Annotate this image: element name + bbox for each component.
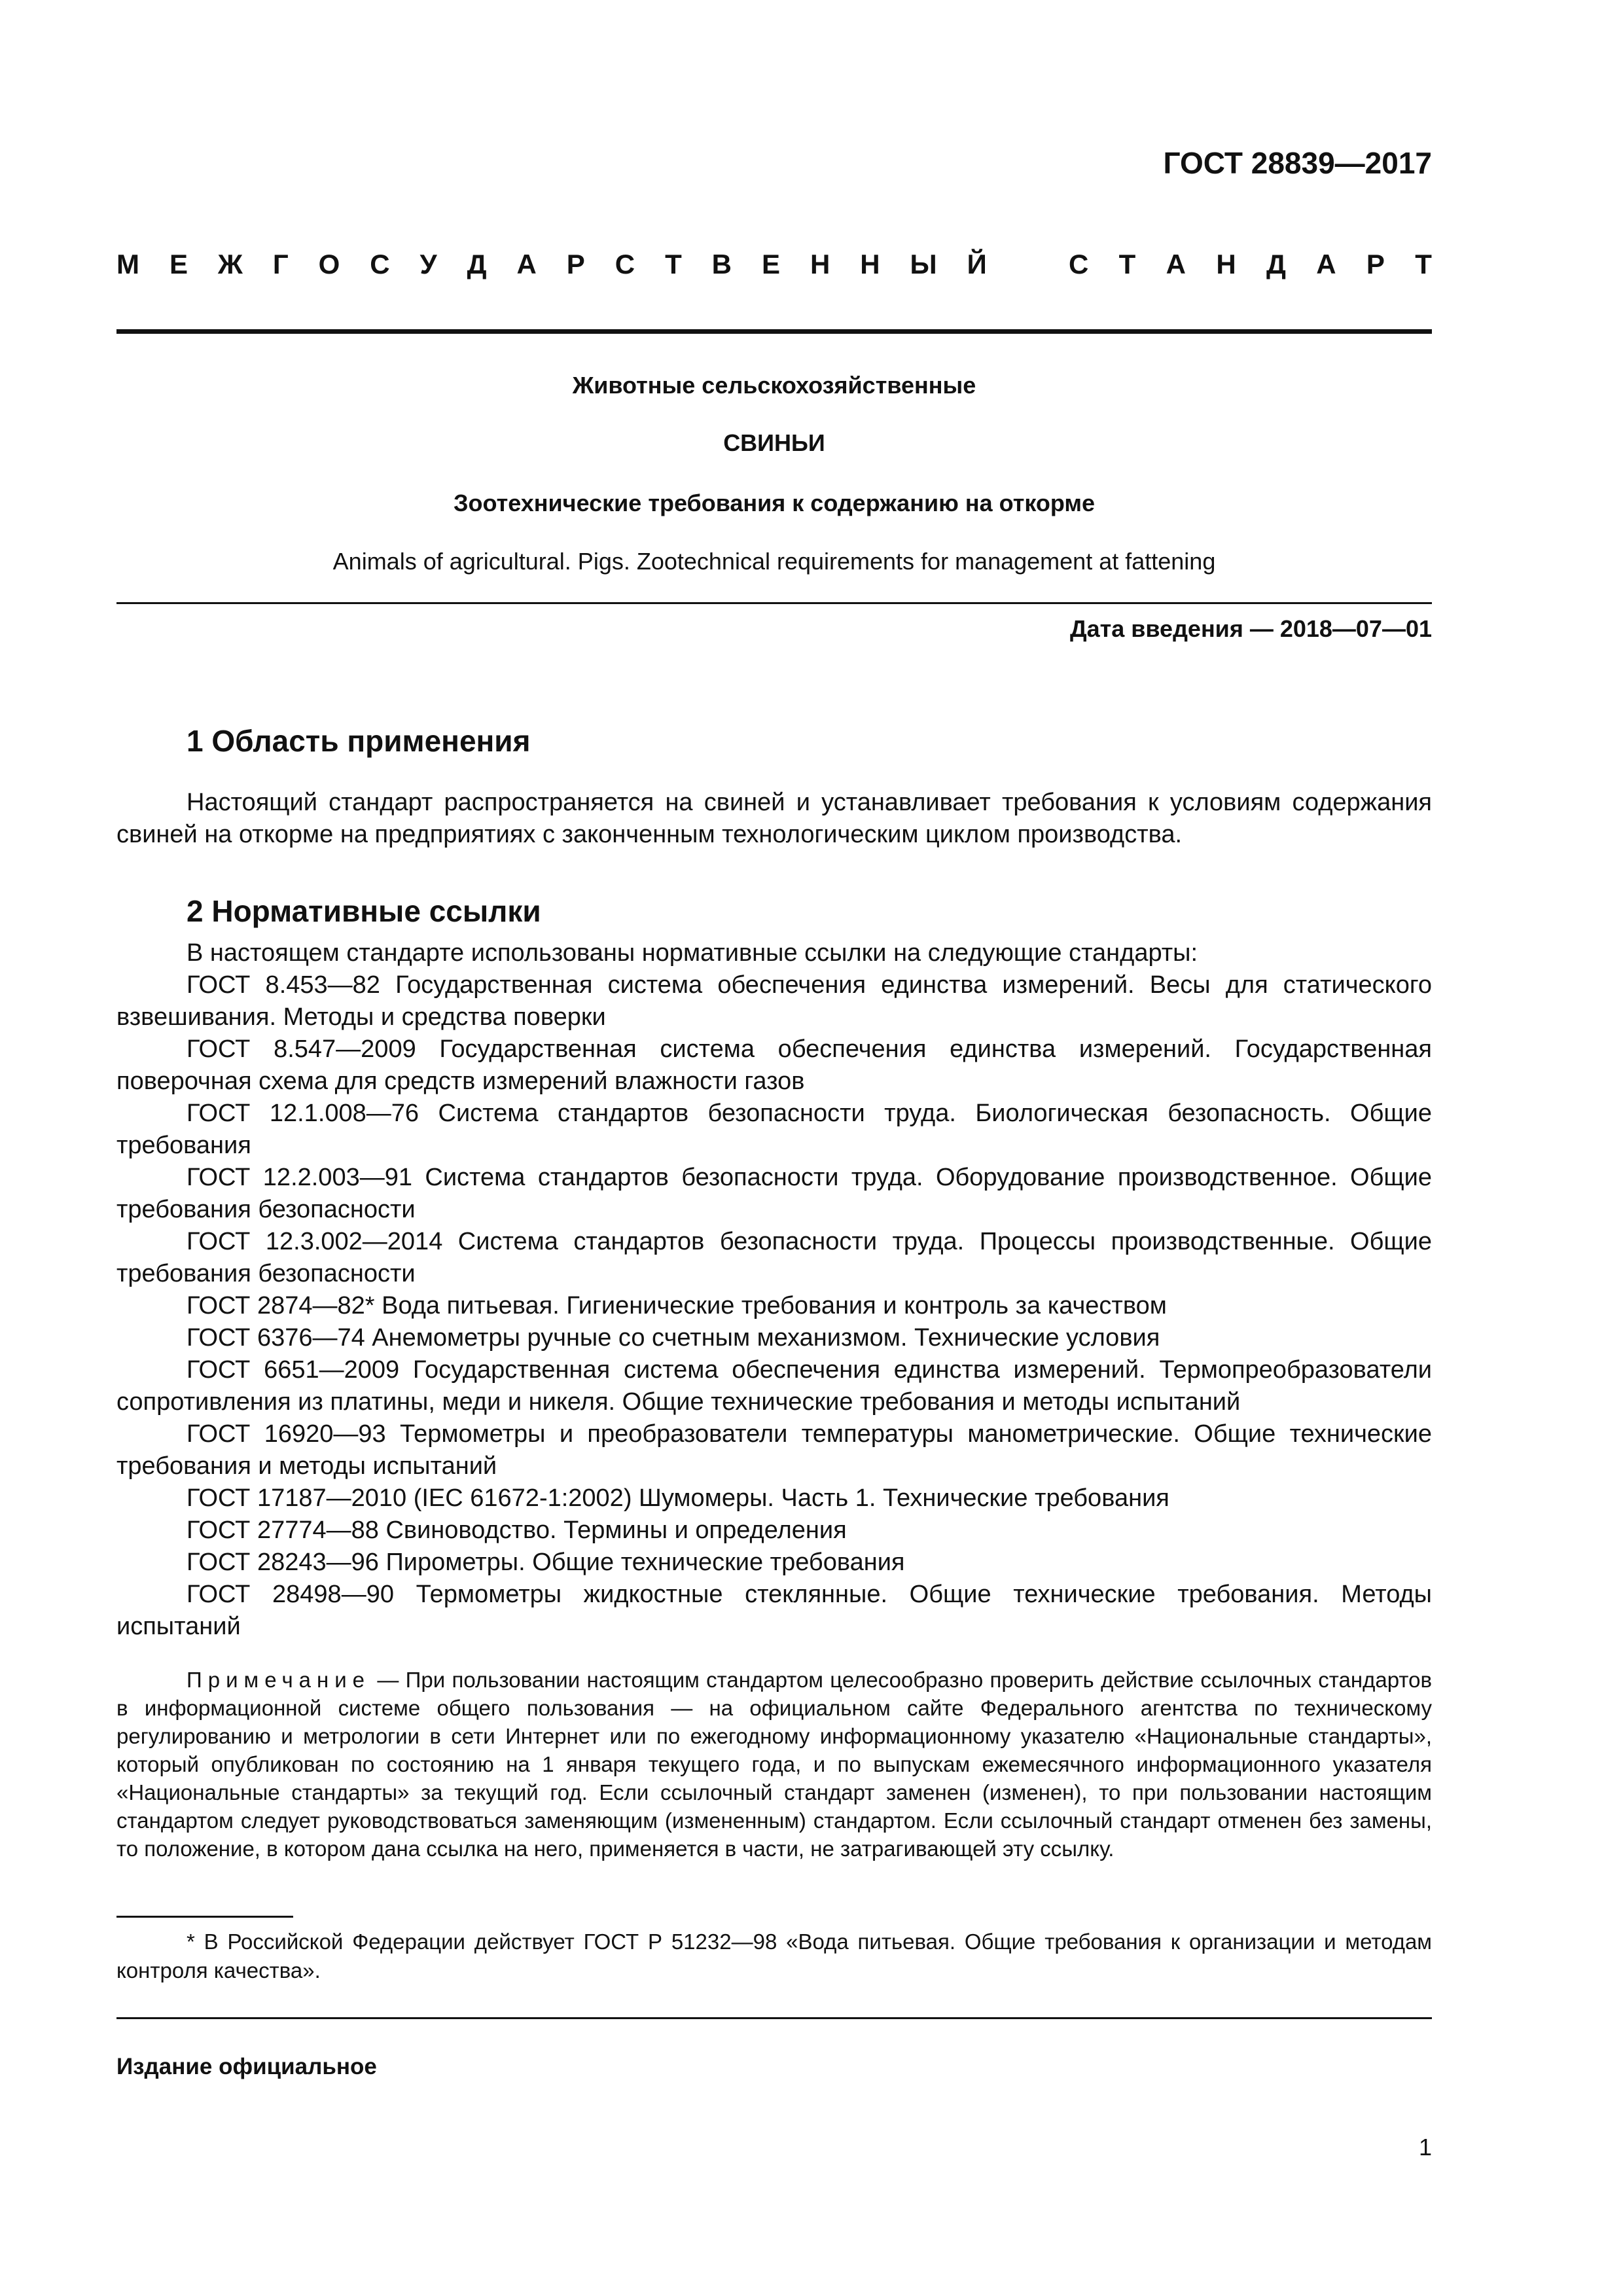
- section-1-body: Настоящий стандарт распространяется на свиней и устанавливает требования к условиям содержания свиней на откорме на предприятиях с законченным технологическим циклом производства.: [116, 789, 1432, 848]
- title-english: Animals of agricultural. Pigs. Zootechnical requirements for management at fattening: [332, 548, 1216, 575]
- reference-item: ГОСТ 12.3.002—2014 Система стандартов безопасности труда. Процессы производственные. Общие требования безопасности: [116, 1228, 1432, 1287]
- banner-letter: Н: [860, 249, 880, 279]
- banner-letter: Т: [1118, 249, 1136, 279]
- official-edition: Издание официальное: [116, 2054, 377, 2079]
- banner-letter: С: [370, 249, 390, 279]
- reference-item: ГОСТ 12.2.003—91 Система стандартов безопасности труда. Оборудование производственное. Общие требования безопасности: [116, 1164, 1432, 1223]
- banner-letter: Ы: [910, 249, 937, 279]
- reference-item: ГОСТ 17187—2010 (IEC 61672-1:2002) Шумомеры. Часть 1. Технические требования: [187, 1484, 1169, 1512]
- reference-item: ГОСТ 27774—88 Свиноводство. Термины и определения: [187, 1516, 847, 1544]
- reference-item: ГОСТ 8.453—82 Государственная система обеспечения единства измерений. Весы для статического взвешивания. Методы и средства поверки: [116, 971, 1432, 1031]
- page-number: 1: [1418, 2134, 1432, 2161]
- footnote: * В Российской Федерации действует ГОСТ Р 51232—98 «Вода питьевая. Общие требования к организации и методам контроля качества».: [116, 1929, 1432, 1982]
- banner-word-interstate: [116, 249, 987, 280]
- banner-letter: Т: [1415, 249, 1432, 279]
- banner-letter: Д: [467, 249, 487, 279]
- banner-letter: А: [1316, 249, 1336, 279]
- section-2-heading: 2 Нормативные ссылки: [187, 894, 541, 928]
- section-1-text: [116, 787, 1432, 851]
- banner-letter: Й: [967, 249, 987, 279]
- title-line-3: Зоотехнические требования к содержанию на откорме: [453, 490, 1096, 516]
- banner-letter: С: [1069, 249, 1089, 279]
- banner-letter: Р: [1366, 249, 1385, 279]
- banner-letter: Р: [566, 249, 585, 279]
- note-block: [116, 1666, 1432, 1863]
- footer-divider: [116, 2017, 1432, 2019]
- banner-word-standard: [1069, 249, 1432, 280]
- references-list: [116, 937, 1432, 1643]
- banner-letter: У: [419, 249, 437, 279]
- banner-letter: Ж: [217, 249, 243, 279]
- title-line-1: Животные сельскохозяйственные: [572, 372, 976, 399]
- banner-letter: Н: [810, 249, 830, 279]
- banner-letter: О: [318, 249, 340, 279]
- reference-item: ГОСТ 8.547—2009 Государственная система обеспечения единства измерений. Государственная поверочная схема для средств измерений влажности газов: [116, 1035, 1432, 1095]
- reference-item: ГОСТ 6376—74 Анемометры ручные со счетным механизмом. Технические условия: [187, 1324, 1160, 1352]
- banner-letter: М: [116, 249, 139, 279]
- reference-item: ГОСТ 6651—2009 Государственная система обеспечения единства измерений. Термопреобразователи сопротивления из платины, меди и никеля. Общие технические требования и методы испытаний: [116, 1356, 1432, 1416]
- banner-letter: Т: [665, 249, 682, 279]
- note-label: Примечание: [187, 1668, 371, 1692]
- banner-letter: С: [615, 249, 635, 279]
- note-text: — При пользовании настоящим стандартом целесообразно проверить действие ссылочных стандартов в информационной системе общего пользования — на официальном сайте Федерального агентства по техническому регулированию и метрологии в сети Интернет или по ежегодному информационному указателю «Национальные стандарты», который опубликован по состоянию на 1 января текущего года, и по выпускам ежемесячного информационного указателя «Национальные стандарты» за текущий год. Если ссылочный стандарт заменен (изменен), то при пользовании настоящим стандартом следует руководствоваться заменяющим (измененным) стандартом. Если ссылочный стандарт отменен без замены, то положение, в котором дана ссылка на него, применяется в части, не затрагивающей эту ссылку.: [116, 1668, 1432, 1861]
- banner-letter: Е: [169, 249, 188, 279]
- banner-letter: В: [711, 249, 732, 279]
- reference-item: ГОСТ 28243—96 Пирометры. Общие технические требования: [187, 1549, 905, 1576]
- banner-letter: Е: [761, 249, 780, 279]
- footnote-divider: [116, 1916, 293, 1918]
- reference-item: ГОСТ 28498—90 Термометры жидкостные стеклянные. Общие технические требования. Методы испытаний: [116, 1581, 1432, 1640]
- banner-letter: Н: [1216, 249, 1236, 279]
- banner-letter: А: [516, 249, 537, 279]
- banner-letter: А: [1166, 249, 1186, 279]
- header-divider: [116, 329, 1432, 334]
- reference-item: ГОСТ 16920—93 Термометры и преобразователи температуры манометрические. Общие технические требования и методы испытаний: [116, 1420, 1432, 1480]
- section-1-heading: 1 Область применения: [187, 724, 531, 758]
- reference-item: ГОСТ 2874—82* Вода питьевая. Гигиенические требования и контроль за качеством: [187, 1292, 1167, 1319]
- gost-number: ГОСТ 28839—2017: [1163, 146, 1432, 180]
- title-line-2: СВИНЬИ: [723, 429, 825, 456]
- standard-banner: [116, 249, 1432, 280]
- banner-letter: Д: [1266, 249, 1286, 279]
- references-intro: В настоящем стандарте использованы нормативные ссылки на следующие стандарты:: [187, 939, 1198, 967]
- banner-letter: Г: [272, 249, 289, 279]
- reference-item: ГОСТ 12.1.008—76 Система стандартов безопасности труда. Биологическая безопасность. Общие требования: [116, 1100, 1432, 1159]
- title-divider: [116, 602, 1432, 604]
- effective-date: Дата введения — 2018—07—01: [1069, 615, 1432, 642]
